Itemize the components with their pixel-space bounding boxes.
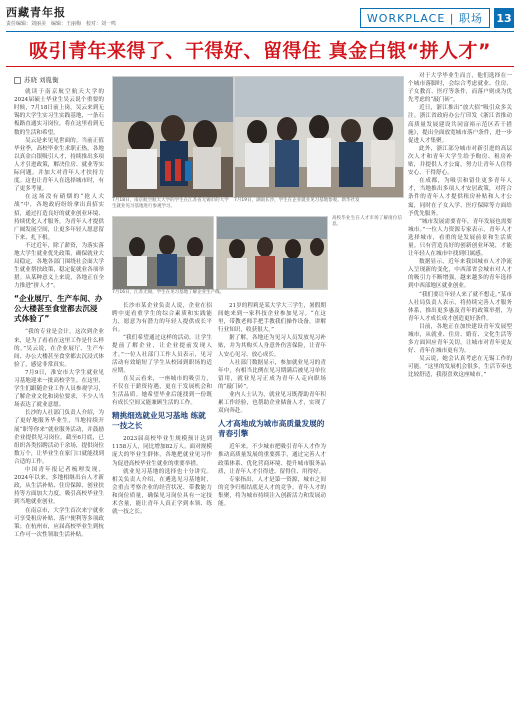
body-paragraph: 在南京市，大学生首次来宁就业可享受租房补贴、落户便利等多项政策；在杭州市，应届高校毕业生到杭工作可一次性领取生活补贴。	[14, 507, 104, 538]
body-paragraph: 对于大学毕业生而言，他们选择在一个城市落脚时，会综合考虑就业、住房、子女教育、医疗等条件，而落户则成为优先考虑的“敲门砖”。	[408, 73, 512, 104]
body-paragraph: 在成都，为吸引和留住更多青年人才，当地推出多项人才安居政策，对符合条件的青年人才提供租房补贴和人才公寓，同时在子女入学、医疗保障等方面给予优先服务。	[408, 178, 512, 217]
body-paragraph: 7月9日，淮安市大学生就业见习基地迎来一批高校学生。在这里，学生们跟随企业工作人员参观学习，了解企业文化和岗位要求，不少人当场表达了就业意愿。	[14, 369, 104, 409]
masthead	[6, 2, 514, 32]
body-paragraph: “城市发展需要青年，青年发展也需要城市。”一位人力资源专家表示，青年人才选择城市，看重的是发展前景和生活质量。只有营造良好的创新创业环境，才能让年轻人在城市中找到归属感。	[408, 218, 512, 258]
body-paragraph: 吴云说，她会认真考虑在无锡工作的可能。“这里的发展机会很多，生活节奏也比较舒适，我很喜欢这座城市。”	[408, 356, 512, 379]
body-paragraph: 2023届高校毕业生规模预计达到1158万人，同比增加82万人。面对规模庞大的毕业生群体，各地把就业见习作为促进高校毕业生就业的重要举措。	[112, 436, 212, 467]
intro-paragraph: 就读于南京航空航天大学的2024届硕士毕业生吴云说个重要的时候，7月18日前上岗，吴云来到无锡的大学生实习生实践基地，一条石板路直通实习岗位，将在这里看到无数的生活和希望。	[14, 89, 104, 136]
body-paragraph: 在这场没有硝烟的“抢人大战”中，各地政府纷纷拿出真招实招，通过打造良好的就业创业环境、持续优化人才服务，为青年人才提供广阔发展空间，让更多年轻人愿意留下来、扎下根。	[14, 194, 104, 241]
body-paragraph: 数据显示，近年来我国城市人才净流入呈现新的变化，中西部省会城市对人才的吸引力不断增强，越来越多的青年选择到中西部地区就业创业。	[408, 259, 512, 290]
author-icon	[14, 77, 21, 84]
body-paragraph: 目前，各地正在加快建设青年发展型城市，从就业、住房、婚育、文化生活等多方面回应青年关切，让城市对青年更友好、青年在城市更有为。	[408, 323, 512, 355]
photo-students-group	[234, 76, 404, 198]
subhead-3: 人才高地成为城市高质量发展的青春引擎	[218, 419, 325, 439]
subhead-1: “企业展厅、生产车间、办公大楼甚至食堂都去沉浸式体验了”	[14, 294, 103, 324]
photo-caption-top: 7月19日，湖南长沙，学生在企业就业见习基地参观。新华社发	[234, 198, 360, 203]
body-paragraph: 中国青年报记者梳理发现，2024年以来，多地相继出台人才新政，从生活补贴、住房保障、创业扶持等方面加大力度，吸引高校毕业生到当地就业创业。	[14, 467, 104, 506]
photo-caption-mid: 7月16日，江苏无锡，学生在见习基地了解企业生产线。	[112, 290, 225, 295]
body-paragraph: 业内人士认为，就业见习既帮助青年积累工作经验，也帮助企业储备人才，实现了双向奔赴。	[218, 392, 326, 415]
body-paragraph: 21岁的程莉是某大学大三学生，暑假期间她来到一家科技企业参加见习。“在这里，带教老师手把手教我们操作设备，讲解行业知识，收获很大。”	[218, 303, 326, 334]
body-paragraph: 专家指出，人才是第一资源，城市之间的竞争归根结底是人才的竞争。青年人才的集聚，将为城市持续注入创新活力和发展动能。	[218, 476, 326, 507]
body-paragraph: 长沙市某企业负责人说，企业在招聘中更看重学生的综合素质和实践能力，愿意为有潜力的年轻人提供成长平台。	[112, 303, 212, 334]
body-paragraph: 在吴云看来，一座城市的吸引力，不仅在于薪资待遇，更在于发展机会和生活品质。她希望毕业后能找到一份既有成长空间又能兼顾生活的工作。	[112, 375, 212, 407]
intro-paragraph: 吴云是来见见世面的。当前正值毕业季，高校毕业生求职正热。各地以真金白银吸引人才，持续推出多项人才引进政策，解决住房、就业等实际问题，并加大对青年人才扶持力度。这也让青年人在选择城市时，有了更多考量。	[14, 137, 104, 193]
photo-students-tasting	[112, 76, 234, 198]
body-paragraph: 长沙的人社部门负责人介绍，为了更好地服务毕业生，当地持续开展“职等你来”就业服务活动，并鼓励企业提供见习岗位。截至6月底，已组织各类招聘活动千余场，提供岗位数万个，让毕业生在家门口就能找到合适的工作。	[14, 410, 104, 465]
byline-text: 苏晓 刘胤衡	[24, 76, 59, 84]
headline-rule	[6, 66, 514, 67]
section-label: WORKPLACE | 职场	[360, 8, 490, 28]
photo-caption-right: 高校毕业生在人才市场了解岗位信息。	[332, 216, 402, 227]
page-number: 13	[494, 8, 514, 28]
body-paragraph: 近日，浙江推出“放大招”吸引众多关注。浙江省政府办公厅印发《浙江省推动高质量发展建设共同富裕示范区若干措施》，提出全面放宽城市落户条件，进一步促进人才集聚。	[408, 105, 512, 144]
paper-name: 西藏青年报	[6, 6, 66, 19]
photo-production-line	[112, 216, 214, 290]
body-paragraph: “我们希望通过这样的活动，让学生提前了解企业，让企业提前发现人才。”一位人社部门工作人员表示，见习活动有效缩短了学生从校园到职场的适应期。	[112, 335, 212, 374]
body-paragraph: 近年来，不少城市把吸引青年人才作为推动高质量发展的重要抓手，通过完善人才政策体系、优化营商环境、提升城市服务品质，让青年人才引得进、留得住、用得好。	[218, 444, 326, 475]
body-paragraph: 此外，浙江部分城市对新引进的高层次人才和青年大学生给予购房、租房补贴，并提供人才公寓，努力让青年人住得安心、干得舒心。	[408, 145, 512, 177]
body-paragraph: “我的专业是会计，这次到企业来，是为了看看在这里工作是什么样的。”吴云说，在企业展厅、生产车间、办公大楼甚至食堂都去沉浸式体验了，感觉非常真实。	[14, 329, 104, 368]
byline	[14, 76, 104, 84]
staff-credits: 责任编辑：刘丽美 编辑：王丽梅 校对：刘一鸣	[6, 21, 117, 27]
masthead-rule	[6, 31, 514, 32]
column-1	[14, 72, 104, 539]
headline: 吸引青年来得了、干得好、留得住 真金白银“拼人才”	[28, 40, 492, 62]
body-paragraph: “我们要让年轻人来了就不想走。”某市人社局负责人表示，将持续完善人才服务体系，推出更多惠及青年的政策举措，为青年人才成长成才创造更好条件。	[408, 291, 512, 322]
photo-job-fair	[216, 216, 328, 290]
subhead-2: 精挑细选就业见习基地 练就一技之长	[112, 411, 206, 431]
photo-caption-left: 7月18日，南京航空航天大学的学生在江苏省无锡市的大学生就业见习基地进行参观学习。	[112, 198, 229, 209]
column-2	[112, 302, 212, 516]
column-5	[408, 72, 512, 380]
column-3	[218, 302, 326, 508]
body-paragraph: 据了解，各地还为见习人员发放见习补贴，并为其购买人身意外伤害保险，让青年人安心见习、放心成长。	[218, 335, 326, 358]
body-paragraph: 人社部门数据显示，参加就业见习的青年中，有相当比例在见习期满后被见习单位留用，就业见习正成为青年人走向职场的“敲门砖”。	[218, 359, 326, 390]
body-paragraph: 不过近年，除了薪资，为落实落地大学生就业优先政策，确保就业大局稳定，各地各部门围绕社会面大学生就业帮扶政策，稳定促就业各项举措。从某种意义上来说，各地正在全力推进“拼人才”。	[14, 242, 104, 290]
column-4	[332, 216, 402, 228]
body-paragraph: 就业见习基地的选择也十分讲究。相关负责人介绍，在遴选见习基地时，会重点考察企业的经营状况、带教能力和岗位质量，确保见习岗位具有一定技术含量，能让青年人真正学到本领、练就一技之长。	[112, 468, 212, 516]
